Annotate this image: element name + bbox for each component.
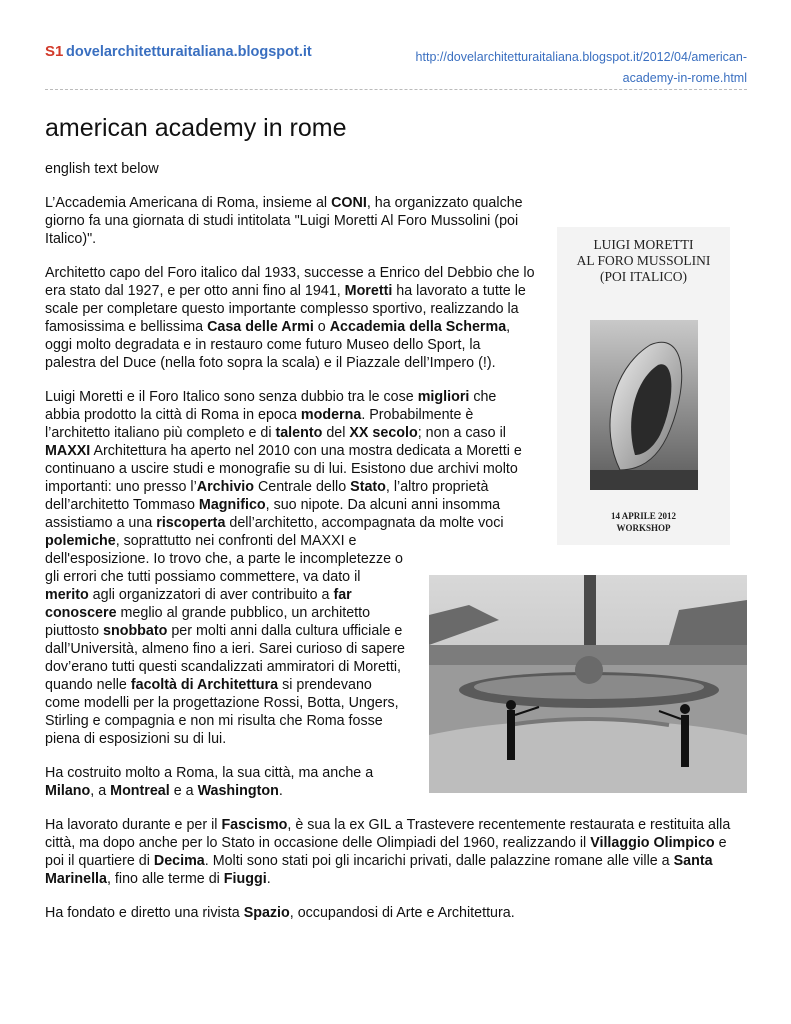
paragraph-2: Architetto capo del Foro italico dal 1933, successe a Enrico del Debbio che lo era stato dal 1927, e per otto anni fino al 1941, Moretti ha lavorato a tutte le scale per completare questo importante complesso sportivo, realizzando la famosissima e bellissima Casa delle Armi o Accademia della Scherma, oggi molto degradata e in restauro come futuro Museo dello Sport, la palestra del Duce (nella foto sopra la scala) e il Piazzale dell’Impero (!).	[45, 265, 535, 371]
site-name-link[interactable]: dovelarchitetturaitaliana.blogspot.it	[66, 44, 312, 60]
post-body	[45, 160, 747, 938]
paragraph-5: Ha lavorato durante e per il Fascismo, è sua la ex GIL a Trastevere recentemente restaurata e restituita alla città, ma dopo anche per lo Stato in occasione delle Olimpiadi del 1960, realizzando il Villaggio Olimpico e poi il quartiere di Decima. Molti sono stati poi gli incarichi privati, dalle palazzine romane alle ville a Santa Marinella, fino alle terme di Fiuggi.	[45, 817, 731, 887]
poster-date: 14 APRILE 2012	[610, 511, 676, 521]
paragraph-4: Ha costruito molto a Roma, la sua città, ma anche a Milano, a Montreal e a Washington.	[45, 765, 374, 799]
poster-title	[557, 237, 730, 285]
poster-title-line: LUIGI MORETTI	[593, 237, 694, 252]
poster-workshop: WORKSHOP	[616, 523, 671, 533]
page-header	[0, 0, 791, 100]
post-url-link[interactable]	[347, 47, 747, 89]
intro-line: english text below	[45, 161, 159, 177]
post-url-line-2[interactable]: academy-in-rome.html	[622, 71, 747, 85]
piazzale-impero-photo	[429, 575, 747, 793]
blog-logo-icon: S1	[45, 43, 64, 60]
paragraph-1: L’Accademia Americana di Roma, insieme al CONI, ha organizzato qualche giorno fa una giornata di studi intitolata "Luigi Moretti Al Foro Mussolini (poi Italico)".	[45, 195, 523, 247]
foro-italico-photo	[429, 575, 747, 793]
sculpture-photo	[590, 320, 698, 490]
poster-title-line: (POI ITALICO)	[599, 269, 688, 284]
post-title: american academy in rome	[45, 114, 347, 142]
post-url-line-1[interactable]: http://dovelarchitetturaitaliana.blogspot.it/2012/04/american-	[415, 50, 747, 64]
paragraph-3: Luigi Moretti e il Foro Italico sono senza dubbio tra le cose migliori che abbia prodotto la città di Roma in epoca moderna. Probabilmente è l’architetto italiano più completo e di talento del XX secolo; non a caso il MAXXI Architettura ha aperto nel 2010 con una mostra dedicata a Moretti e continuano a uscire studi e monografie su di lui. Esistono due archivi molto importanti: uno presso l’Archivio Centrale dello Stato, l’altro proprietà dell’architetto Tommaso Magnifico, suo nipote. Da alcuni anni insomma assistiamo a una riscoperta dell’architetto, accompagnata da molte voci polemiche, soprattutto nei confronti del MAXXI e dell'esposizione. Io trovo che, a parte le incompletezze o gli errori che tutti possiamo commettere, va dato il merito agli organizzatori di aver contribuito a far conoscere meglio al grande pubblico, un architetto piuttosto snobbato per molti anni dalla cultura ufficiale e dall’Università, almeno fino a ieri. Sarei curioso di sapere dov’erano tutti questi scandalizzati ammiratori di Moretti, quando nelle facoltà di Architettura si prendevano come modelli per la progettazione Rossi, Botta, Ungers, Stirling e compagnia e non mi risulta che Roma fosse piena di esposizioni su di lui.	[45, 389, 522, 747]
header-divider	[45, 89, 747, 90]
poster-title-line: AL FORO MUSSOLINI	[576, 253, 711, 268]
paragraph-6: Ha fondato e diretto una rivista Spazio, occupandosi di Arte e Architettura.	[45, 905, 515, 921]
poster-footer	[557, 510, 730, 534]
poster-image	[557, 227, 730, 545]
